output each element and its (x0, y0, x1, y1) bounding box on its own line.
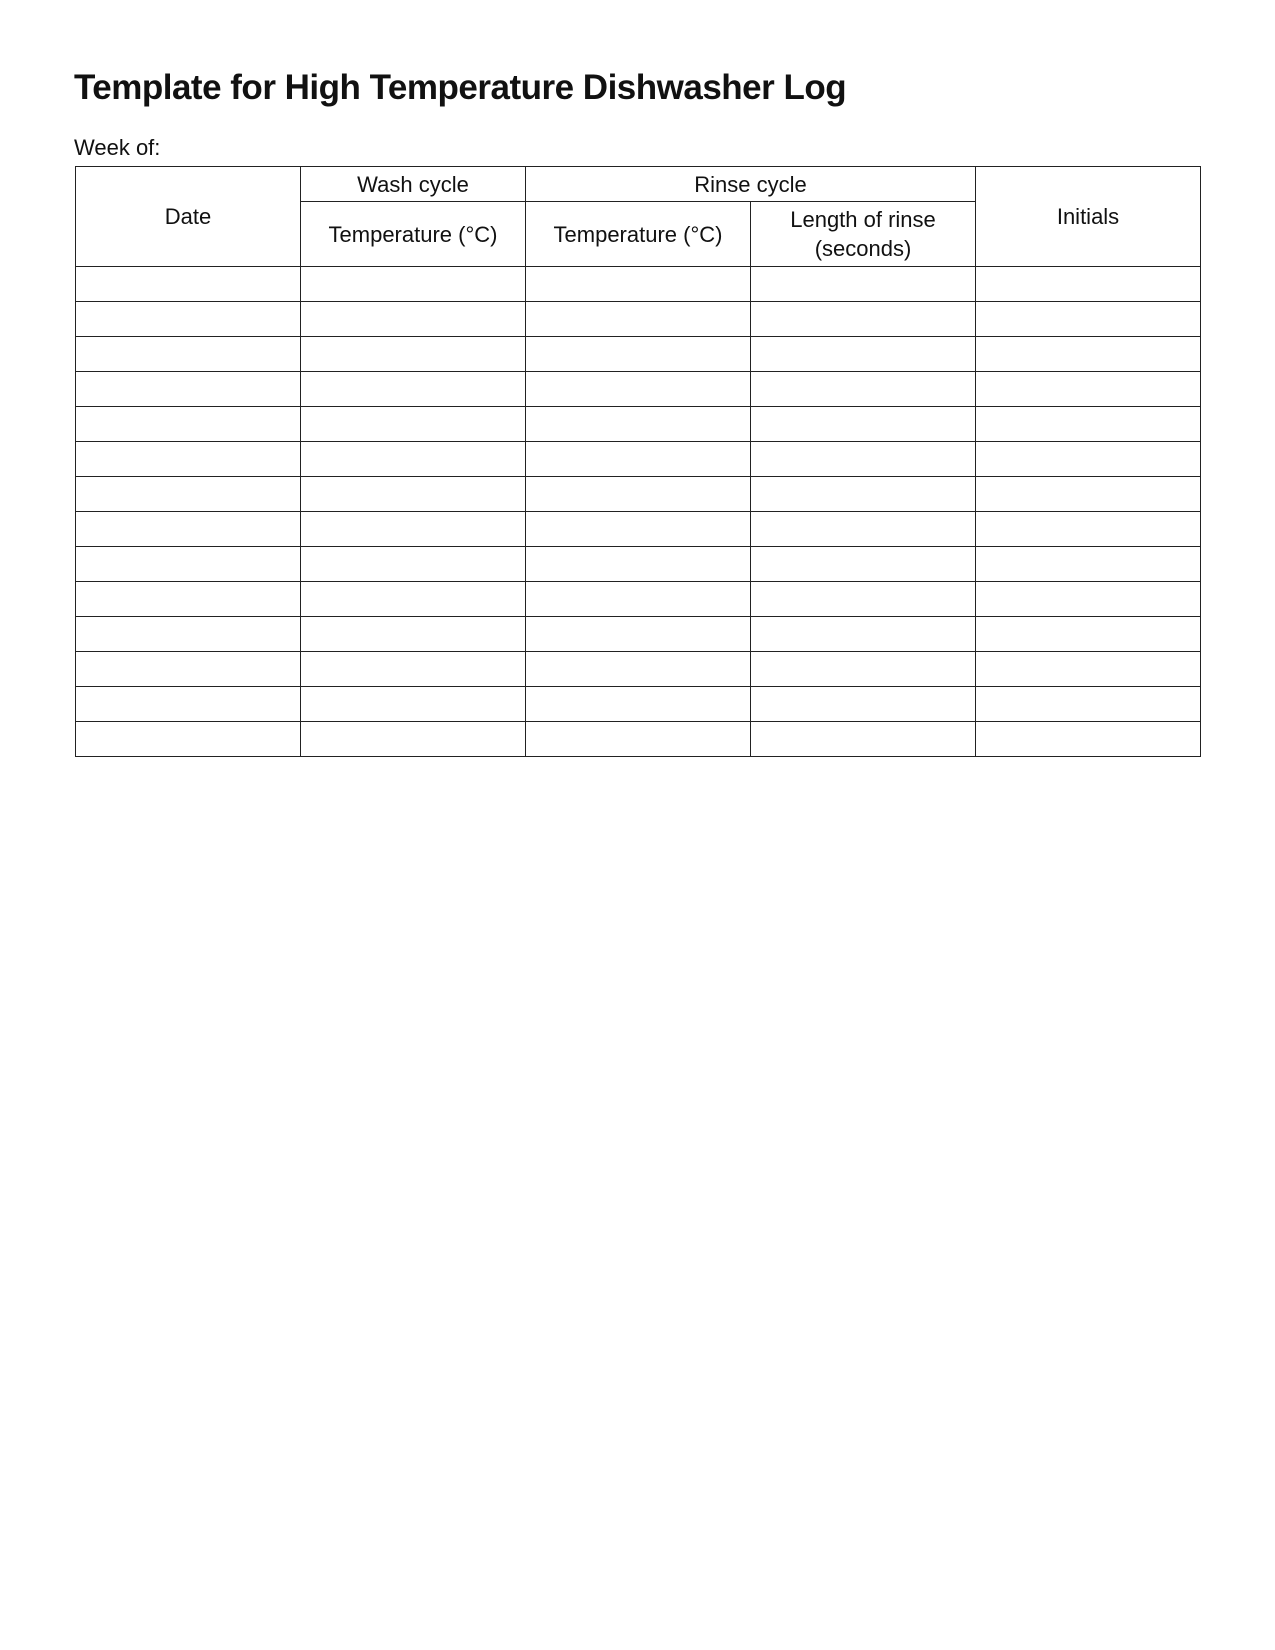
wash-temperature-cell[interactable] (301, 372, 526, 407)
header-rinse-cycle: Rinse cycle (526, 167, 976, 202)
wash-temperature-cell[interactable] (301, 267, 526, 302)
rinse-temperature-cell[interactable] (526, 337, 751, 372)
table-row (76, 267, 1201, 302)
date-cell[interactable] (76, 267, 301, 302)
date-cell[interactable] (76, 722, 301, 757)
wash-temperature-cell[interactable] (301, 302, 526, 337)
rinse-temperature-cell[interactable] (526, 687, 751, 722)
wash-temperature-cell[interactable] (301, 512, 526, 547)
table-row (76, 407, 1201, 442)
rinse-temperature-cell[interactable] (526, 407, 751, 442)
header-date: Date (76, 167, 301, 267)
wash-temperature-cell[interactable] (301, 407, 526, 442)
table-row (76, 722, 1201, 757)
initials-cell[interactable] (976, 617, 1201, 652)
date-cell[interactable] (76, 337, 301, 372)
rinse-temperature-cell[interactable] (526, 477, 751, 512)
rinse-temperature-cell[interactable] (526, 302, 751, 337)
initials-cell[interactable] (976, 582, 1201, 617)
initials-cell[interactable] (976, 302, 1201, 337)
week-of-label: Week of: (74, 135, 161, 160)
wash-temperature-cell[interactable] (301, 337, 526, 372)
wash-temperature-cell[interactable] (301, 652, 526, 687)
table-row (76, 582, 1201, 617)
table-row (76, 337, 1201, 372)
initials-cell[interactable] (976, 337, 1201, 372)
initials-cell[interactable] (976, 267, 1201, 302)
initials-cell[interactable] (976, 407, 1201, 442)
header-wash-temperature: Temperature (°C) (301, 202, 526, 267)
initials-cell[interactable] (976, 547, 1201, 582)
date-cell[interactable] (76, 687, 301, 722)
date-cell[interactable] (76, 477, 301, 512)
table-row (76, 372, 1201, 407)
table-row (76, 617, 1201, 652)
wash-temperature-cell[interactable] (301, 477, 526, 512)
table-row (76, 652, 1201, 687)
rinse-temperature-cell[interactable] (526, 582, 751, 617)
initials-cell[interactable] (976, 512, 1201, 547)
initials-cell[interactable] (976, 372, 1201, 407)
header-rinse-temperature: Temperature (°C) (526, 202, 751, 267)
dishwasher-log-table (75, 166, 1201, 757)
rinse-length-cell[interactable] (751, 652, 976, 687)
date-cell[interactable] (76, 652, 301, 687)
rinse-temperature-cell[interactable] (526, 652, 751, 687)
initials-cell[interactable] (976, 477, 1201, 512)
wash-temperature-cell[interactable] (301, 442, 526, 477)
rinse-length-cell[interactable] (751, 302, 976, 337)
initials-cell[interactable] (976, 652, 1201, 687)
table-row (76, 302, 1201, 337)
date-cell[interactable] (76, 547, 301, 582)
rinse-length-cell[interactable] (751, 337, 976, 372)
page-title: Template for High Temperature Dishwasher Log (74, 68, 847, 107)
header-rinse-length-line2: (seconds) (814, 236, 912, 261)
date-cell[interactable] (76, 302, 301, 337)
initials-cell[interactable] (976, 442, 1201, 477)
table-row (76, 442, 1201, 477)
wash-temperature-cell[interactable] (301, 687, 526, 722)
date-cell[interactable] (76, 582, 301, 617)
rinse-length-cell[interactable] (751, 512, 976, 547)
header-wash-cycle: Wash cycle (301, 167, 526, 202)
initials-cell[interactable] (976, 687, 1201, 722)
rinse-length-cell[interactable] (751, 547, 976, 582)
table-row (76, 512, 1201, 547)
rinse-temperature-cell[interactable] (526, 267, 751, 302)
rinse-length-cell[interactable] (751, 442, 976, 477)
rinse-length-cell[interactable] (751, 582, 976, 617)
header-rinse-length (751, 202, 976, 267)
date-cell[interactable] (76, 512, 301, 547)
date-cell[interactable] (76, 407, 301, 442)
rinse-temperature-cell[interactable] (526, 512, 751, 547)
date-cell[interactable] (76, 617, 301, 652)
rinse-length-cell[interactable] (751, 407, 976, 442)
rinse-length-cell[interactable] (751, 477, 976, 512)
date-cell[interactable] (76, 372, 301, 407)
table-row (76, 477, 1201, 512)
rinse-length-cell[interactable] (751, 687, 976, 722)
wash-temperature-cell[interactable] (301, 722, 526, 757)
header-row-groups (76, 167, 1201, 202)
log-body (76, 267, 1201, 757)
wash-temperature-cell[interactable] (301, 582, 526, 617)
header-initials: Initials (976, 167, 1201, 267)
wash-temperature-cell[interactable] (301, 617, 526, 652)
table-row (76, 687, 1201, 722)
initials-cell[interactable] (976, 722, 1201, 757)
rinse-temperature-cell[interactable] (526, 547, 751, 582)
rinse-temperature-cell[interactable] (526, 617, 751, 652)
rinse-length-cell[interactable] (751, 267, 976, 302)
rinse-length-cell[interactable] (751, 722, 976, 757)
rinse-temperature-cell[interactable] (526, 442, 751, 477)
rinse-length-cell[interactable] (751, 372, 976, 407)
wash-temperature-cell[interactable] (301, 547, 526, 582)
rinse-temperature-cell[interactable] (526, 722, 751, 757)
rinse-temperature-cell[interactable] (526, 372, 751, 407)
table-row (76, 547, 1201, 582)
rinse-length-cell[interactable] (751, 617, 976, 652)
header-rinse-length-line1: Length of rinse (790, 207, 936, 232)
date-cell[interactable] (76, 442, 301, 477)
